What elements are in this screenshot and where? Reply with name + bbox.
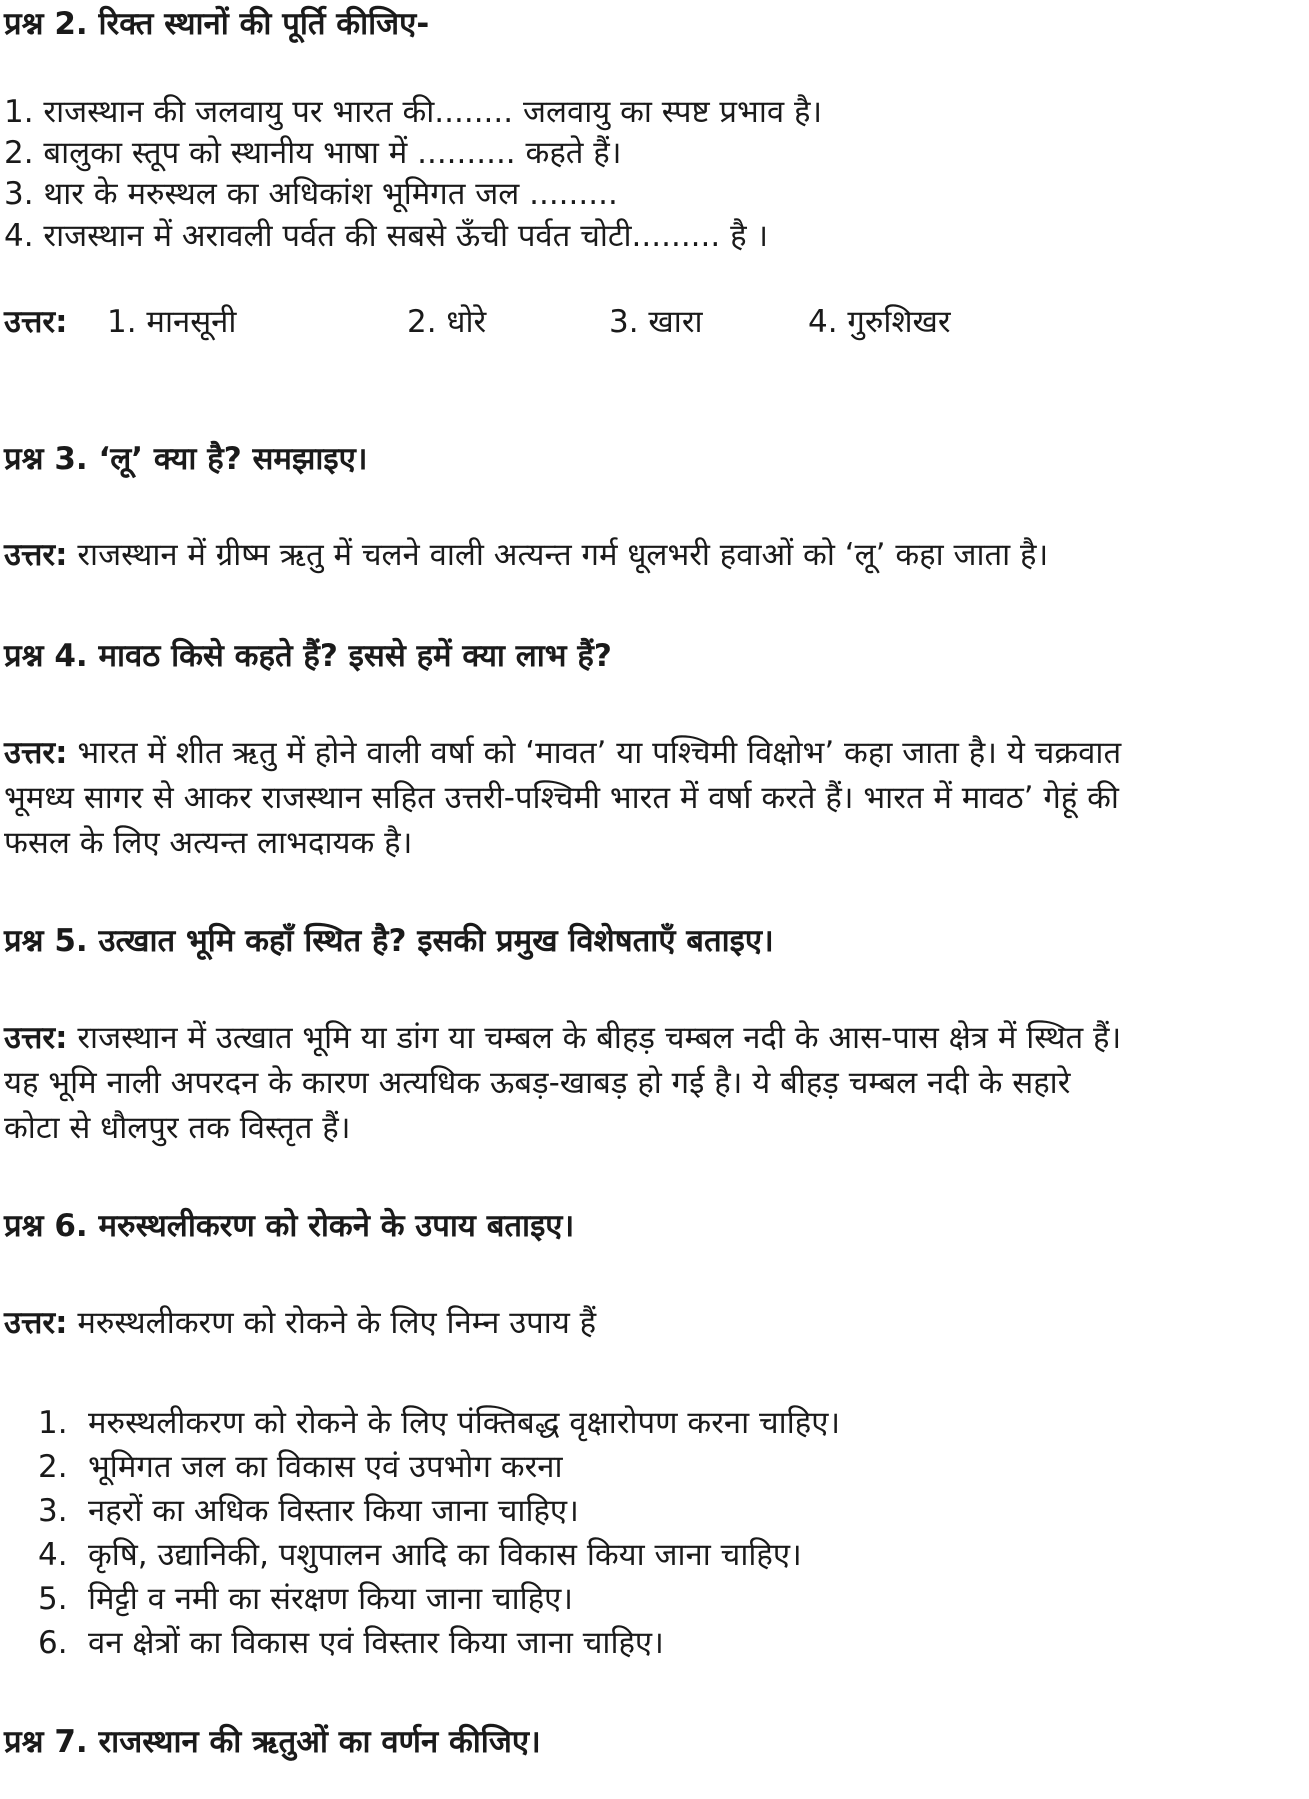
list-number: 2.	[38, 1449, 68, 1485]
list-number: 4.	[38, 1537, 68, 1573]
q4-answer-line-2: भूमध्य सागर से आकर राजस्थान सहित उत्तरी-पश्चिमी भारत में वर्षा करते हैं। भारत में मावठ’ गेहूं की	[4, 780, 1119, 816]
q2-answer-2: 2. धोरे	[407, 304, 487, 340]
q3-answer-text: राजस्थान में ग्रीष्म ऋतु में चलने वाली अत्यन्त गर्म धूलभरी हवाओं को ‘लू’ कहा जाता है।	[77, 537, 1049, 573]
list-number: 5.	[38, 1581, 68, 1617]
list-number: 3.	[38, 1493, 68, 1529]
question-5-title: प्रश्न 5. उत्खात भूमि कहाँ स्थित है? इसकी प्रमुख विशेषताएँ बताइए।	[4, 923, 774, 959]
q2-answer-row	[4, 300, 68, 344]
q5-answer-line-1	[4, 1016, 1121, 1060]
q5-answer-line-2: यह भूमि नाली अपरदन के कारण अत्यधिक ऊबड़-खाबड़ हो गई है। ये बीहड़ चम्बल नदी के सहारे	[4, 1065, 1071, 1101]
list-text: मिट्टी व नमी का संरक्षण किया जाना चाहिए।	[88, 1581, 574, 1617]
q2-item-3: 3. थार के मरुस्थल का अधिकांश भूमिगत जल .........	[4, 176, 618, 212]
q3-answer	[4, 533, 1048, 577]
list-item	[38, 1621, 664, 1665]
q4-answer-line-1	[4, 731, 1121, 775]
list-item	[38, 1533, 802, 1577]
list-text: वन क्षेत्रों का विकास एवं विस्तार किया जाना चाहिए।	[88, 1625, 664, 1661]
q2-answer-4: 4. गुरुशिखर	[808, 304, 951, 340]
list-text: कृषि, उद्यानिकी, पशुपालन आदि का विकास किया जाना चाहिए।	[88, 1537, 802, 1573]
q2-answer-3: 3. खारा	[609, 304, 703, 340]
q2-item-4: 4. राजस्थान में अरावली पर्वत की सबसे ऊँची पर्वत चोटी......... है ।	[4, 218, 769, 254]
question-6-title: प्रश्न 6. मरुस्थलीकरण को रोकने के उपाय बताइए।	[4, 1208, 575, 1244]
question-7-title: प्रश्न 7. राजस्थान की ऋतुओं का वर्णन कीजिए।	[4, 1724, 541, 1760]
q2-answer-1: 1. मानसूनी	[107, 304, 237, 340]
answer-label: उत्तर:	[4, 1020, 68, 1056]
q2-item-2: 2. बालुका स्तूप को स्थानीय भाषा में .......... कहते हैं।	[4, 135, 622, 171]
question-4-title: प्रश्न 4. मावठ किसे कहते हैं? इससे हमें क्या लाभ हैं?	[4, 638, 612, 674]
list-text: नहरों का अधिक विस्तार किया जाना चाहिए।	[88, 1493, 579, 1529]
q6-answer-intro: मरुस्थलीकरण को रोकने के लिए निम्न उपाय हैं	[77, 1305, 597, 1341]
list-text: मरुस्थलीकरण को रोकने के लिए पंक्तिबद्ध वृक्षारोपण करना चाहिए।	[88, 1405, 841, 1441]
q2-item-1: 1. राजस्थान की जलवायु पर भारत की........ जलवायु का स्पष्ट प्रभाव है।	[4, 94, 823, 130]
list-number: 1.	[38, 1405, 68, 1441]
q5-answer-line-3: कोटा से धौलपुर तक विस्तृत हैं।	[4, 1110, 351, 1146]
answer-label: उत्तर:	[4, 537, 68, 573]
list-number: 6.	[38, 1625, 68, 1661]
answer-label: उत्तर:	[4, 1305, 68, 1341]
question-3-title: प्रश्न 3. ‘लू’ क्या है? समझाइए।	[4, 441, 368, 477]
list-item	[38, 1445, 563, 1489]
q4-answer-line-3: फसल के लिए अत्यन्त लाभदायक है।	[4, 825, 413, 861]
list-item	[38, 1401, 840, 1445]
list-item	[38, 1577, 573, 1621]
q4-answer-text-1: भारत में शीत ऋतु में होने वाली वर्षा को ‘मावत’ या पश्चिमी विक्षोभ’ कहा जाता है। ये चक्रवात	[77, 735, 1122, 771]
answer-label: उत्तर:	[4, 304, 68, 340]
q5-answer-text-1: राजस्थान में उत्खात भूमि या डांग या चम्बल के बीहड़ चम्बल नदी के आस-पास क्षेत्र में स्थित हैं।	[77, 1020, 1122, 1056]
list-text: भूमिगत जल का विकास एवं उपभोग करना	[88, 1449, 563, 1485]
list-item	[38, 1489, 579, 1533]
answer-label: उत्तर:	[4, 735, 68, 771]
q6-answer	[4, 1301, 596, 1345]
question-2-title: प्रश्न 2. रिक्त स्थानों की पूर्ति कीजिए-	[4, 6, 430, 42]
